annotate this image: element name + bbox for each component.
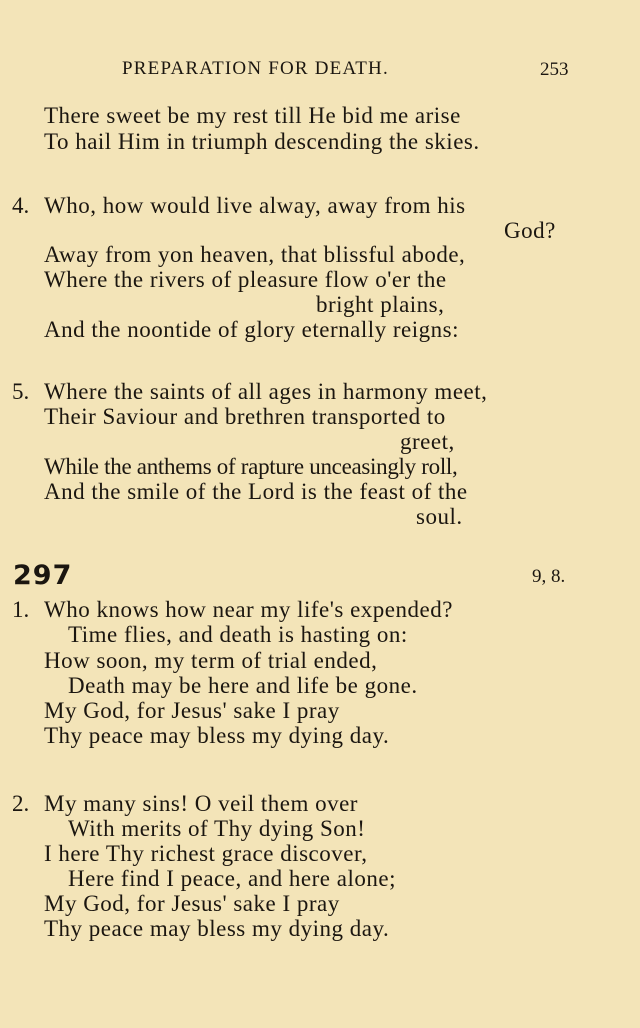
verse-line: greet, <box>400 429 455 454</box>
stanza-number: 5. <box>12 379 30 404</box>
verse-line: God? <box>504 218 556 243</box>
verse-line: While the anthems of rapture unceasingly roll, <box>44 454 458 479</box>
stanza-number: 1. <box>12 597 30 622</box>
verse-line: My God, for Jesus' sake I pray <box>44 891 340 916</box>
verse-line: Where the rivers of pleasure flow o'er the <box>44 267 447 292</box>
verse-line: There sweet be my rest till He bid me arise <box>44 103 461 128</box>
hymn-number: 297 <box>13 560 73 591</box>
verse-line: Time flies, and death is hasting on: <box>68 622 408 647</box>
verse-line: soul. <box>416 504 463 529</box>
verse-line: I here Thy richest grace discover, <box>44 841 368 866</box>
verse-line: And the noontide of glory eternally reigns: <box>44 317 459 342</box>
page-number: 253 <box>540 59 569 80</box>
hymn-meter: 9, 8. <box>532 566 566 587</box>
verse-line: Who knows how near my life's expended? <box>44 597 453 622</box>
verse-line: bright plains, <box>316 292 445 317</box>
verse-line: To hail Him in triumph descending the skies. <box>44 129 480 154</box>
verse-line: Where the saints of all ages in harmony meet, <box>44 379 488 404</box>
verse-line: Thy peace may bless my dying day. <box>44 723 390 748</box>
verse-line: My God, for Jesus' sake I pray <box>44 698 340 723</box>
verse-line: Thy peace may bless my dying day. <box>44 916 390 941</box>
verse-line: And the smile of the Lord is the feast of the <box>44 479 468 504</box>
verse-line: Who, how would live alway, away from his <box>44 193 466 218</box>
verse-line: Here find I peace, and here alone; <box>68 866 396 891</box>
verse-line: My many sins! O veil them over <box>44 791 358 816</box>
stanza-number: 2. <box>12 791 30 816</box>
verse-line: With merits of Thy dying Son! <box>68 816 366 841</box>
verse-line: How soon, my term of trial ended, <box>44 648 378 673</box>
running-title: PREPARATION FOR DEATH. <box>122 58 389 79</box>
stanza-number: 4. <box>12 193 30 218</box>
verse-line: Their Saviour and brethren transported to <box>44 404 446 429</box>
verse-line: Death may be here and life be gone. <box>68 673 418 698</box>
verse-line: Away from yon heaven, that blissful abode, <box>44 242 466 267</box>
